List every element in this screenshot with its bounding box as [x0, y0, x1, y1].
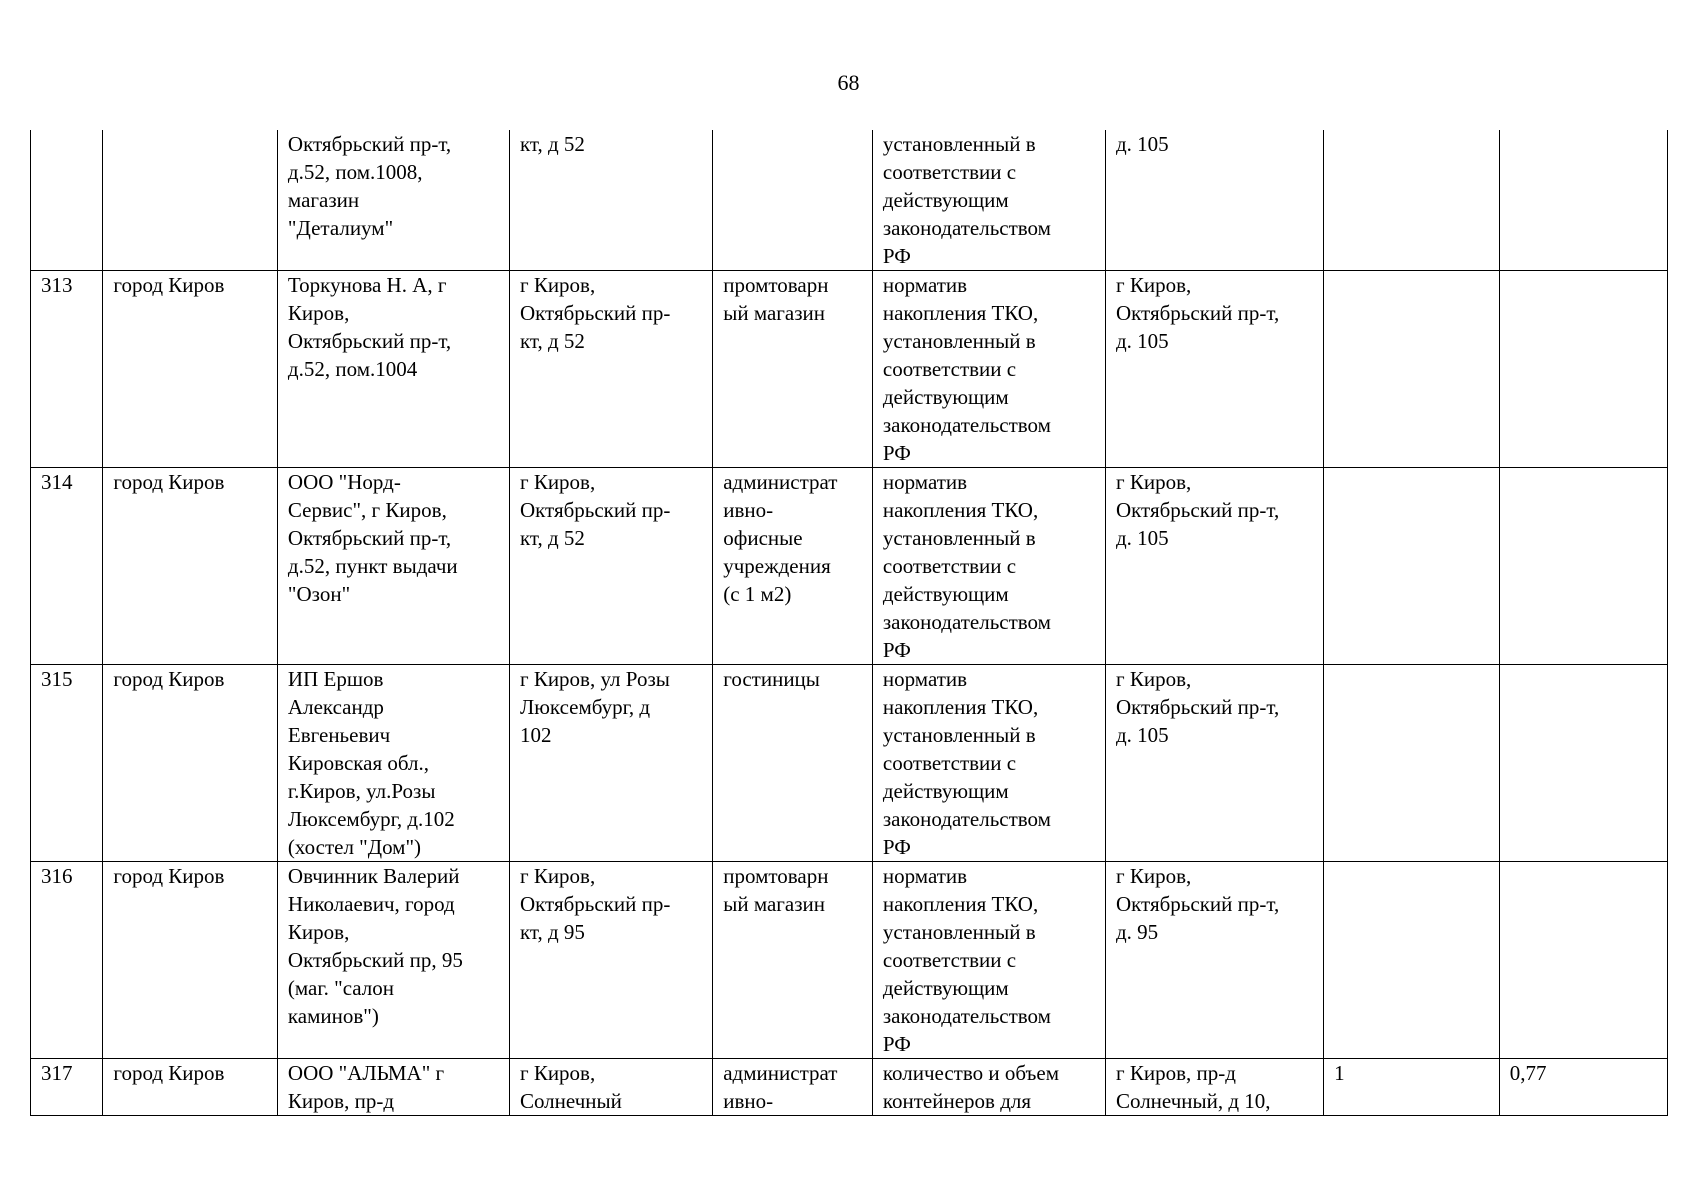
- cell-containers: [1324, 271, 1500, 468]
- waste-sites-table: [30, 130, 1668, 1116]
- cell-site: г Киров, Октябрьский пр-т, д. 105: [1105, 468, 1323, 665]
- cell-owner: ИП Ершов Александр Евгеньевич Кировская обл., г.Киров, ул.Розы Люксембург, д.102 (хостел "Дом"): [277, 665, 509, 862]
- cell-municipality: город Киров: [103, 665, 278, 862]
- cell-address: кт, д 52: [509, 130, 712, 271]
- cell-owner: ООО "АЛЬМА" г Киров, пр-д: [277, 1059, 509, 1116]
- cell-number: 313: [31, 271, 103, 468]
- cell-volume: [1499, 271, 1667, 468]
- table-row: [31, 1059, 1668, 1116]
- cell-containers: [1324, 130, 1500, 271]
- cell-address: г Киров, Октябрьский пр- кт, д 52: [509, 468, 712, 665]
- cell-volume: 0,77: [1499, 1059, 1667, 1116]
- page-number: 68: [837, 70, 860, 95]
- cell-number: 316: [31, 862, 103, 1059]
- cell-municipality: город Киров: [103, 271, 278, 468]
- cell-category: администрат ивно- офисные учреждения (с 1 м2): [713, 468, 873, 665]
- cell-method: норматив накопления ТКО, установленный в соответствии с действующим законодательством РФ: [872, 862, 1105, 1059]
- cell-municipality: город Киров: [103, 862, 278, 1059]
- cell-category: [713, 130, 873, 271]
- cell-address: г Киров, ул Розы Люксембург, д 102: [509, 665, 712, 862]
- table-row: [31, 130, 1668, 271]
- cell-category: промтоварн ый магазин: [713, 271, 873, 468]
- cell-municipality: город Киров: [103, 1059, 278, 1116]
- cell-site: г Киров, пр-д Солнечный, д 10,: [1105, 1059, 1323, 1116]
- cell-volume: [1499, 130, 1667, 271]
- cell-category: промтоварн ый магазин: [713, 862, 873, 1059]
- cell-number: 315: [31, 665, 103, 862]
- cell-containers: 1: [1324, 1059, 1500, 1116]
- cell-number: [31, 130, 103, 271]
- cell-number: 317: [31, 1059, 103, 1116]
- cell-method: норматив накопления ТКО, установленный в соответствии с действующим законодательством РФ: [872, 271, 1105, 468]
- table-row: [31, 665, 1668, 862]
- cell-method: установленный в соответствии с действующим законодательством РФ: [872, 130, 1105, 271]
- cell-address: г Киров, Солнечный: [509, 1059, 712, 1116]
- cell-owner: Октябрьский пр-т, д.52, пом.1008, магазин "Деталиум": [277, 130, 509, 271]
- cell-site: д. 105: [1105, 130, 1323, 271]
- cell-volume: [1499, 468, 1667, 665]
- cell-method: количество и объем контейнеров для: [872, 1059, 1105, 1116]
- cell-site: г Киров, Октябрьский пр-т, д. 105: [1105, 271, 1323, 468]
- cell-containers: [1324, 862, 1500, 1059]
- cell-number: 314: [31, 468, 103, 665]
- cell-method: норматив накопления ТКО, установленный в соответствии с действующим законодательством РФ: [872, 468, 1105, 665]
- cell-volume: [1499, 665, 1667, 862]
- cell-site: г Киров, Октябрьский пр-т, д. 105: [1105, 665, 1323, 862]
- cell-address: г Киров, Октябрьский пр- кт, д 95: [509, 862, 712, 1059]
- cell-volume: [1499, 862, 1667, 1059]
- cell-owner: Овчинник Валерий Николаевич, город Киров, Октябрьский пр, 95 (маг. "салон каминов"): [277, 862, 509, 1059]
- table-row: [31, 468, 1668, 665]
- table-row: [31, 862, 1668, 1059]
- cell-containers: [1324, 665, 1500, 862]
- cell-municipality: [103, 130, 278, 271]
- cell-owner: ООО "Норд- Сервис", г Киров, Октябрьский пр-т, д.52, пункт выдачи "Озон": [277, 468, 509, 665]
- cell-category: администрат ивно-: [713, 1059, 873, 1116]
- cell-category: гостиницы: [713, 665, 873, 862]
- table-row: [31, 271, 1668, 468]
- cell-site: г Киров, Октябрьский пр-т, д. 95: [1105, 862, 1323, 1059]
- cell-municipality: город Киров: [103, 468, 278, 665]
- cell-owner: Торкунова Н. А, г Киров, Октябрьский пр-т, д.52, пом.1004: [277, 271, 509, 468]
- cell-method: норматив накопления ТКО, установленный в соответствии с действующим законодательством РФ: [872, 665, 1105, 862]
- cell-containers: [1324, 468, 1500, 665]
- cell-address: г Киров, Октябрьский пр- кт, д 52: [509, 271, 712, 468]
